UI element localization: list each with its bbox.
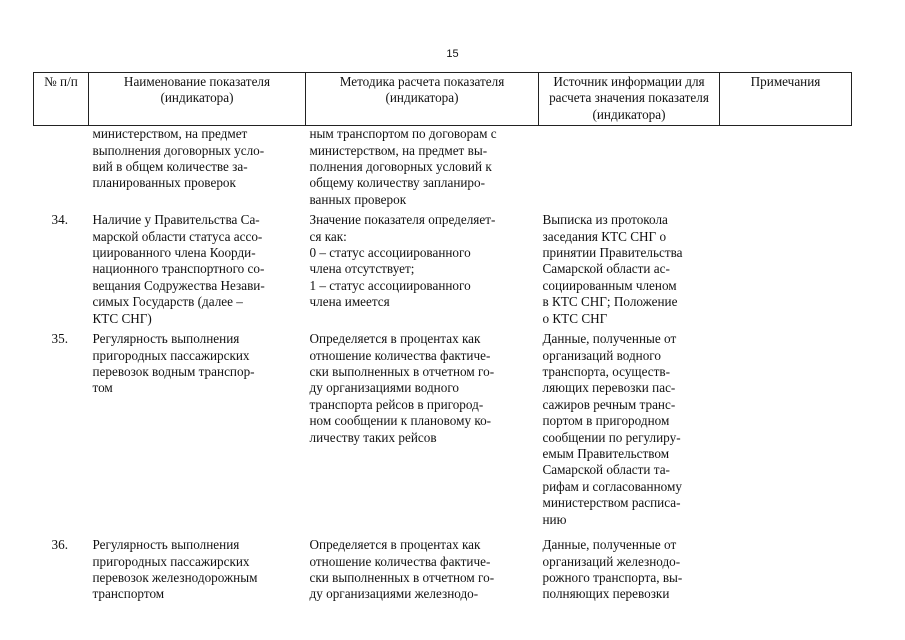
indicator-notes: [720, 212, 852, 331]
indicator-method: ным транспортом по договорам с министерством, на предмет вы- полнения договорных условий к общему количеству запланиро- ванных проверок: [309, 126, 497, 207]
indicator-name: министерством, на предмет выполнения договорных усло- вий в общем количестве за- планированных проверок: [92, 126, 265, 191]
indicator-source: Выписка из протокола заседания КТС СНГ о принятии Правительства Самарской области ас- социированным членом в КТС СНГ; Положение о КТС СНГ: [542, 212, 683, 326]
row-number: [34, 126, 89, 213]
page-number: 15: [446, 48, 459, 60]
indicator-source: [539, 126, 720, 213]
indicator-notes: [720, 126, 852, 213]
indicator-method: Значение показателя определяет- ся как: 0 – статус ассоциированного члена отсутствует; 1 – статус ассоциированного члена имеется: [309, 212, 496, 310]
table-row: [34, 126, 852, 213]
indicator-method: Определяется в процентах как отношение количества фактиче- ски выполненных в отчетном го- ду организациями железнодо-: [309, 537, 495, 602]
header-method: Методика расчета показателя (индикатора): [306, 73, 539, 126]
row-number: 36.: [51, 537, 68, 553]
table-row: [34, 212, 852, 331]
header-source: Источник информации для расчета значения показателя (индикатора): [539, 73, 720, 126]
indicator-notes: [720, 331, 852, 537]
indicator-name: Регулярность выполнения пригородных пассажирских перевозок водным транспор- том: [92, 331, 255, 396]
indicator-source: Данные, полученные от организаций водного транспорта, осуществ- ляющих перевозки пас- сажиров речным транс- портом в пригородном сообщении по регулиру- емым Правительством Самарской области та- рифам и согласованному министерством расписа- нию: [542, 331, 682, 527]
indicator-name: Регулярность выполнения пригородных пассажирских перевозок железнодорожным транспортом: [92, 537, 258, 602]
indicator-name: Наличие у Правительства Са- марской области статуса ассо- циированного члена Коорди- национного транспортного со- вещания Содружества Незави- симых Государств (далее – КТС СНГ): [92, 212, 265, 326]
row-number: 34.: [51, 212, 68, 228]
row-number: 35.: [51, 331, 68, 347]
header-name: Наименование показателя (индикатора): [89, 73, 306, 126]
indicator-notes: [720, 537, 852, 603]
indicators-table: [33, 72, 852, 603]
table-row: [34, 537, 852, 603]
header-notes: Примечания: [720, 73, 852, 126]
indicator-source: Данные, полученные от организаций железнодо- рожного транспорта, вы- полняющих перевозки: [542, 537, 683, 602]
table-row: [34, 331, 852, 537]
table-header-row: [34, 73, 852, 126]
header-num: № п/п: [34, 73, 89, 126]
indicator-method: Определяется в процентах как отношение количества фактиче- ски выполненных в отчетном го- ду организациями водного транспорта рейсов в пригород- ном сообщении к плановому ко- личеству таких рейсов: [309, 331, 495, 445]
